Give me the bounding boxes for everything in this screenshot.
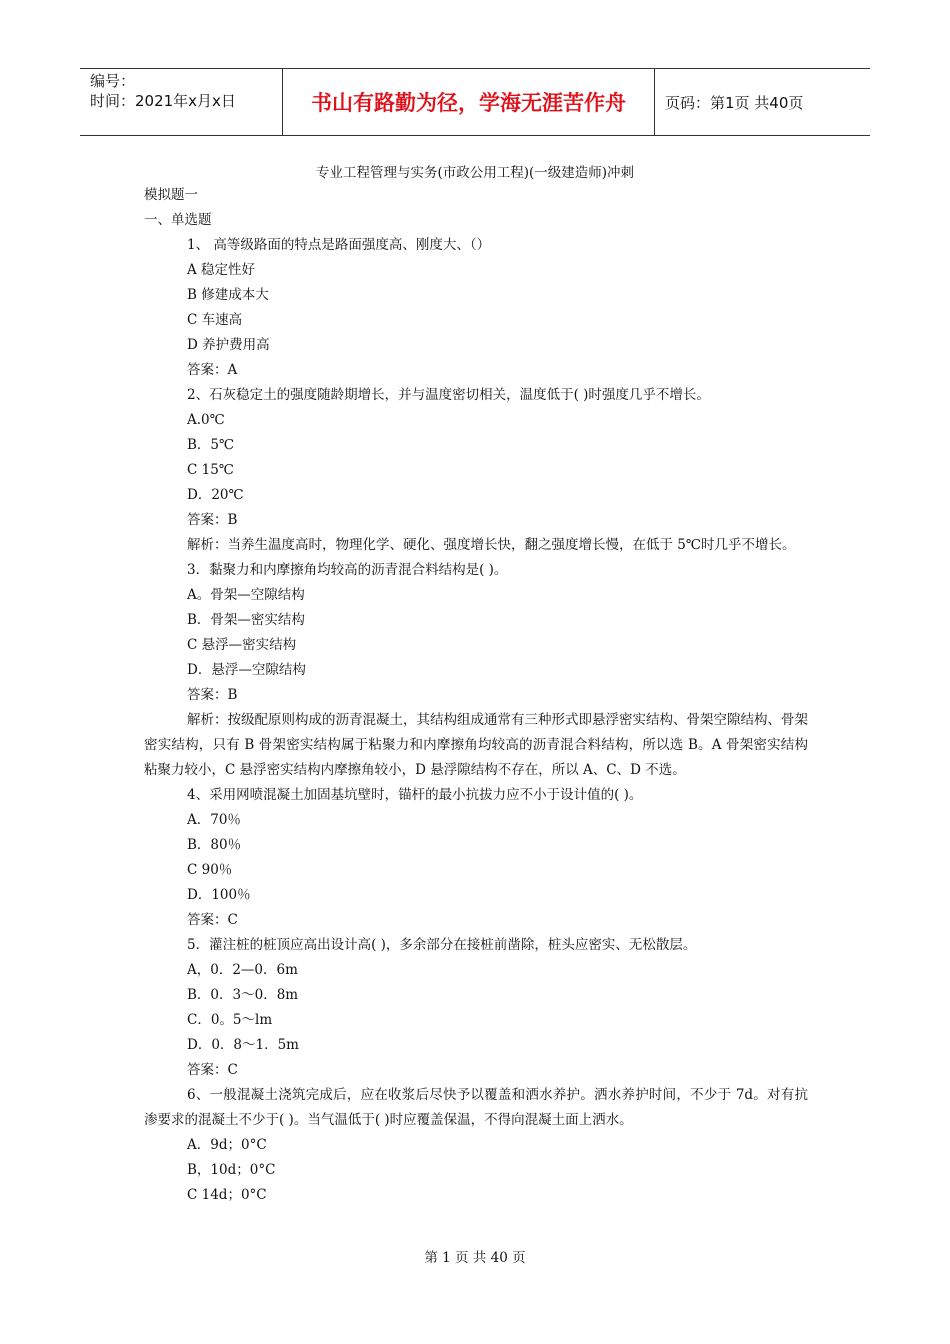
question-5-option-d: D．0．8～1．5m	[187, 1037, 299, 1053]
document-title: 专业工程管理与实务(市政公用工程)(一级建造师)冲刺	[315, 165, 635, 181]
question-3-answer: 答案：B	[187, 687, 238, 703]
question-6-option-c: C 14d；0°C	[187, 1187, 267, 1203]
question-4-stem: 4、采用网喷混凝土加固基坑壁时，锚杆的最小抗拔力应不小于设计值的( )。	[187, 787, 643, 803]
question-3-analysis: 解析：按级配原则构成的沥青混凝土，其结构组成通常有三种形式即悬浮密实结构、骨架空隙结构、骨架密实结构，只有 B 骨架密实结构属于粘聚力和内摩擦角均较高的沥青混合料结构，所以选 B。A 骨架密实结构粘聚力较小，C 悬浮密实结构内摩擦角较小，D 悬浮隙结构不存在，所以 A、C、D 不选。	[144, 712, 808, 778]
question-2-option-c: C 15℃	[187, 462, 234, 478]
question-2-stem: 2、石灰稳定土的强度随龄期增长，并与温度密切相关，温度低于( )时强度几乎不增长。	[187, 387, 710, 403]
header-motto: 书山有路勤为径，学海无涯苦作舟	[282, 69, 655, 135]
question-5-option-b: B．0．3～0．8m	[187, 987, 299, 1003]
question-3-stem: 3．黏聚力和内摩擦角均较高的沥青混合料结构是( )。	[187, 562, 508, 578]
page-footer: 第 1 页 共 40 页	[424, 1250, 526, 1266]
question-5-stem: 5．灌注桩的桩顶应高出设计高( )，多余部分在接桩前凿除，桩头应密实、无松散层。	[187, 937, 697, 953]
question-1-stem: 1、 高等级路面的特点是路面强度高、刚度大、（）	[187, 237, 491, 253]
question-1-option-c: C 车速高	[187, 312, 243, 328]
question-3-option-a: A。骨架—空隙结构	[187, 587, 305, 603]
header-page-info: 页码：第1页 共40页	[665, 93, 804, 112]
question-2-option-b: B．5℃	[187, 437, 235, 453]
page-header	[80, 68, 870, 136]
question-4-answer: 答案：C	[187, 912, 238, 928]
question-1-answer: 答案：A	[187, 362, 238, 378]
section-title: 模拟题一	[144, 187, 198, 203]
question-2-analysis: 解析：当养生温度高时，物理化学、硬化、强度增长快，翻之强度增长慢，在低于 5℃时几乎不增长。	[187, 537, 796, 553]
question-5-answer: 答案：C	[187, 1062, 238, 1078]
question-4-option-c: C 90％	[187, 862, 233, 878]
question-6-stem: 6、一般混凝土浇筑完成后，应在收浆后尽快予以覆盖和洒水养护。洒水养护时间，不少于 7d。对有抗渗要求的混凝土不少于( )。当气温低于( )时应覆盖保温，不得向混凝土面上洒水。	[144, 1087, 808, 1128]
part-title: 一、单选题	[144, 212, 212, 228]
question-5-option-c: C．0。5～lm	[187, 1012, 273, 1028]
question-1-option-a: A 稳定性好	[187, 262, 256, 278]
time-label: 时间：2021年x月x日	[90, 92, 236, 110]
serial-label: 编号：	[90, 72, 136, 90]
question-1-option-d: D 养护费用高	[187, 337, 270, 353]
question-2-answer: 答案：B	[187, 512, 238, 528]
question-4-option-d: D．100％	[187, 887, 251, 903]
question-4-option-a: A．70％	[187, 812, 241, 828]
question-3-option-d: D．悬浮—空隙结构	[187, 662, 306, 678]
document-body	[144, 183, 808, 1208]
question-3-option-c: C 悬浮—密实结构	[187, 637, 297, 653]
question-5-option-a: A，0．2—0．6m	[187, 962, 298, 978]
question-2-option-d: D．20℃	[187, 487, 244, 503]
question-1-option-b: B 修建成本大	[187, 287, 269, 303]
question-2-option-a: A.0℃	[187, 412, 225, 428]
question-3-option-b: B．骨架—密实结构	[187, 612, 305, 628]
question-6-option-a: A．9d；0°C	[187, 1137, 267, 1153]
header-meta	[80, 69, 282, 135]
question-4-option-b: B．80％	[187, 837, 242, 853]
question-6-option-b: B，10d；0°C	[187, 1162, 276, 1178]
